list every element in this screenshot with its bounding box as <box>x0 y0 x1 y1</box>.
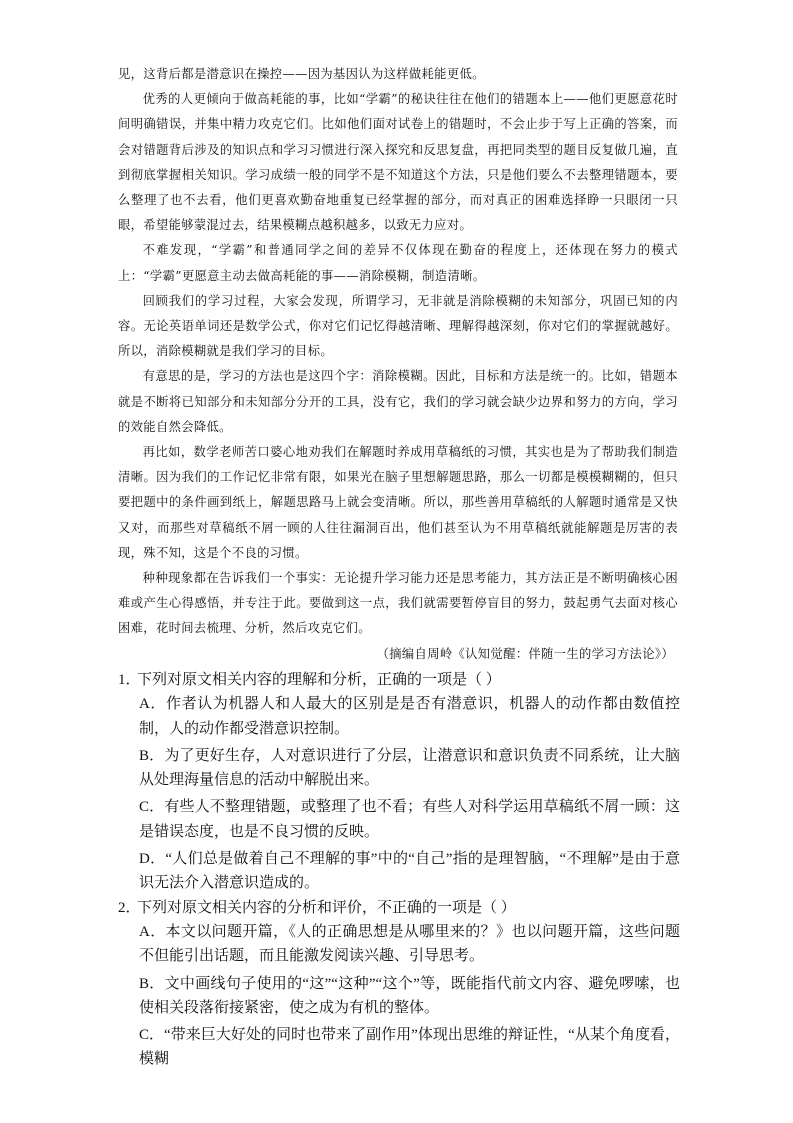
question-2 <box>118 896 680 1072</box>
passage-paragraph: 再比如，数学老师苦口婆心地劝我们在解题时养成用草稿纸的习惯，其实也是为了帮助我们制造清晰。因为我们的工作记忆非常有限，如果光在脑子里想解题思路，那么一切都是模模糊糊的，但只要把题中的条件画到纸上，解题思路马上就会变清晰。所以，那些善用草稿纸的人解题时通常是又快又对，而那些对草稿纸不屑一顾的人往往漏洞百出，他们甚至认为不用草稿纸就能解题是厉害的表现，殊不知，这是个不良的习惯。 <box>118 445 678 560</box>
option-b: B．文中画线句子使用的“这”“这种”“这个”等，既能指代前文内容、避免啰嗦，也使相关段落衔接紧密，使之成为有机的整体。 <box>139 975 680 1016</box>
passage-citation: （摘编自周岭《认知觉醒：伴随一生的学习方法论》） <box>376 646 674 661</box>
option-d: D．“人们总是做着自己不理解的事”中的“自己”指的是理智脑，“不理解”是由于意识无法介入潜意识造成的。 <box>139 851 680 892</box>
passage-paragraph: 有意思的是，学习的方法也是这四个字：消除模糊。因此，目标和方法是统一的。比如，错题本就是不断将已知部分和未知部分分开的工具，没有它，我们的学习就会缺少边界和努力的方向，学习的效能自然会降低。 <box>118 369 678 434</box>
passage-paragraph: 回顾我们的学习过程，大家会发现，所谓学习，无非就是消除模糊的未知部分，巩固已知的内容。无论英语单词还是数学公式，你对它们记忆得越清晰、理解得越深刻，你对它们的掌握就越好。所以，消除模糊就是我们学习的目标。 <box>118 293 678 359</box>
passage-paragraph: 种种现象都在告诉我们一个事实：无论提升学习能力还是思考能力，其方法正是不断明确核心困难或产生心得感悟，并专注于此。要做到这一点，我们就需要暂停盲目的努力，鼓起勇气去面对核心困难，花时间去梳理、分析，然后攻克它们。 <box>118 571 678 636</box>
question-number: 1． <box>118 672 141 688</box>
passage-paragraph: 优秀的人更倾向于做高耗能的事，比如“学霸”的秘诀往往在他们的错题本上——他们更愿意花时间明确错误，并集中精力攻克它们。比如他们面对试卷上的错题时，不会止步于写上正确的答案，而会对错题背后涉及的知识点和学习习惯进行深入探究和反思复盘，再把同类型的题目反复做几遍，直到彻底掌握相关知识。学习成绩一般的同学不是不知道这个方法，只是他们要么不去整理错题本，要么整理了也不去看，他们更喜欢勤奋地重复已经掌握的部分，而对真正的困难选择睁一只眼闭一只眼，希望能够蒙混过去，结果模糊点越积越多，以致无力应对。 <box>118 92 678 233</box>
option-b: B．为了更好生存，人对意识进行了分层，让潜意识和意识负责不同系统，让大脑从处理海量信息的活动中解脱出来。 <box>139 747 680 789</box>
passage-paragraph: 见，这背后都是潜意识在操控——因为基因认为这样做耗能更低。 <box>118 67 485 81</box>
option-a: A．作者认为机器人和人最大的区别是是否有潜意识，机器人的动作都由数值控制，人的动作都受潜意识控制。 <box>139 696 680 737</box>
passage-paragraph: 不难发现，“学霸”和普通同学之间的差异不仅体现在勤奋的程度上，还体现在努力的模式上：“学霸”更愿意主动去做高耗能的事——消除模糊，制造清晰。 <box>118 243 678 283</box>
question-stem <box>118 896 680 920</box>
option-c: C．有些人不整理错题，或整理了也不看；有些人对科学运用草稿纸不屑一顾：这是错误态度，也是不良习惯的反映。 <box>139 799 680 840</box>
question-stem <box>118 668 680 692</box>
question-list <box>118 668 680 1072</box>
question-text: 下列对原文相关内容的理解和分析，正确的一项是（ ） <box>137 672 501 688</box>
reading-passage <box>118 62 678 667</box>
question-1 <box>118 668 680 896</box>
option-a: A．本文以问题开篇，《人的正确思想是从哪里来的？》也以问题开篇，这些问题不但能引出话题，而且能激发阅读兴趣、引导思考。 <box>139 923 680 965</box>
question-number: 2． <box>118 899 141 916</box>
option-c: C．“带来巨大好处的同时也带来了副作用”体现出思维的辩证性，“从某个角度看，模糊 <box>139 1027 680 1068</box>
question-text: 下列对原文相关内容的分析和评价，不正确的一项是（ ） <box>137 899 516 916</box>
